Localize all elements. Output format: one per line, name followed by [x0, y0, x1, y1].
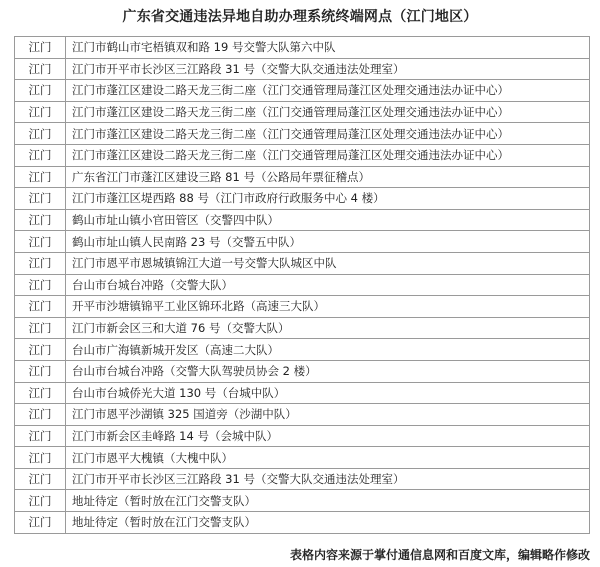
table-row — [15, 80, 590, 102]
table-row — [15, 490, 590, 512]
address-cell: 江门市鹤山市宅梧镇双和路 19 号交警大队第六中队 — [66, 37, 590, 59]
table-row — [15, 317, 590, 339]
source-note: 表格内容来源于掌付通信息网和百度文库，编辑略作修改 — [289, 548, 590, 562]
address-cell: 台山市台城侨光大道 130 号（台城中队） — [66, 382, 590, 404]
table-row — [15, 296, 590, 318]
city-cell: 江门 — [15, 425, 66, 447]
address-cell: 鹤山市址山镇小官田管区（交警四中队） — [66, 209, 590, 231]
table-row — [15, 425, 590, 447]
address-cell: 鹤山市址山镇人民南路 23 号（交警五中队） — [66, 231, 590, 253]
address-cell: 台山市台城台冲路（交警大队） — [66, 274, 590, 296]
table-row — [15, 339, 590, 361]
city-cell: 江门 — [15, 123, 66, 145]
address-cell: 江门市开平市长沙区三江路段 31 号（交警大队交通违法处理室） — [66, 58, 590, 80]
table-row — [15, 512, 590, 534]
address-cell: 地址待定（暂时放在江门交警支队） — [66, 490, 590, 512]
address-cell: 江门市蓬江区建设二路天龙三街二座（江门交通管理局蓬江区处理交通违法办证中心） — [66, 144, 590, 166]
address-cell: 江门市恩平沙湖镇 325 国道旁（沙湖中队） — [66, 404, 590, 426]
table-row — [15, 123, 590, 145]
address-cell: 江门市蓬江区堤西路 88 号（江门市政府行政服务中心 4 楼） — [66, 188, 590, 210]
address-cell: 江门市恩平大槐镇（大槐中队） — [66, 447, 590, 469]
city-cell: 江门 — [15, 339, 66, 361]
city-cell: 江门 — [15, 512, 66, 534]
city-cell: 江门 — [15, 166, 66, 188]
city-cell: 江门 — [15, 80, 66, 102]
table-row — [15, 144, 590, 166]
address-cell: 台山市台城台冲路（交警大队驾驶员协会 2 楼） — [66, 360, 590, 382]
table-row — [15, 58, 590, 80]
address-cell: 广东省江门市蓬江区建设三路 81 号（公路局年票征稽点） — [66, 166, 590, 188]
table-row — [15, 382, 590, 404]
city-cell: 江门 — [15, 209, 66, 231]
city-cell: 江门 — [15, 37, 66, 59]
table-row — [15, 188, 590, 210]
address-cell: 江门市蓬江区建设二路天龙三街二座（江门交通管理局蓬江区处理交通违法办证中心） — [66, 80, 590, 102]
city-cell: 江门 — [15, 58, 66, 80]
document-title: 广东省交通违法异地自助办理系统终端网点（江门地区） — [122, 9, 478, 25]
address-cell: 江门市蓬江区建设二路天龙三街二座（江门交通管理局蓬江区处理交通违法办证中心） — [66, 123, 590, 145]
city-cell: 江门 — [15, 404, 66, 426]
table-row — [15, 231, 590, 253]
table-row — [15, 209, 590, 231]
table-row — [15, 101, 590, 123]
address-cell: 江门市恩平市恩城镇锦江大道一号交警大队城区中队 — [66, 252, 590, 274]
address-cell: 江门市蓬江区建设二路天龙三街二座（江门交通管理局蓬江区处理交通违法办证中心） — [66, 101, 590, 123]
address-cell: 江门市新会区圭峰路 14 号（会城中队） — [66, 425, 590, 447]
table-row — [15, 447, 590, 469]
city-cell: 江门 — [15, 231, 66, 253]
city-cell: 江门 — [15, 144, 66, 166]
address-cell: 江门市新会区三和大道 76 号（交警大队） — [66, 317, 590, 339]
city-cell: 江门 — [15, 490, 66, 512]
address-cell: 地址待定（暂时放在江门交警支队） — [66, 512, 590, 534]
city-cell: 江门 — [15, 296, 66, 318]
table-row — [15, 360, 590, 382]
city-cell: 江门 — [15, 468, 66, 490]
table-row — [15, 166, 590, 188]
table-row — [15, 274, 590, 296]
city-cell: 江门 — [15, 447, 66, 469]
city-cell: 江门 — [15, 101, 66, 123]
city-cell: 江门 — [15, 252, 66, 274]
table-row — [15, 37, 590, 59]
city-cell: 江门 — [15, 274, 66, 296]
table-body — [15, 37, 590, 534]
city-cell: 江门 — [15, 317, 66, 339]
address-cell: 江门市开平市长沙区三江路段 31 号（交警大队交通违法处理室） — [66, 468, 590, 490]
city-cell: 江门 — [15, 188, 66, 210]
table-row — [15, 252, 590, 274]
address-cell: 台山市广海镇新城开发区（高速二大队） — [66, 339, 590, 361]
table-row — [15, 404, 590, 426]
city-cell: 江门 — [15, 382, 66, 404]
address-cell: 开平市沙塘镇锦平工业区锦环北路（高速三大队） — [66, 296, 590, 318]
service-points-table — [14, 36, 590, 534]
city-cell: 江门 — [15, 360, 66, 382]
table-row — [15, 468, 590, 490]
